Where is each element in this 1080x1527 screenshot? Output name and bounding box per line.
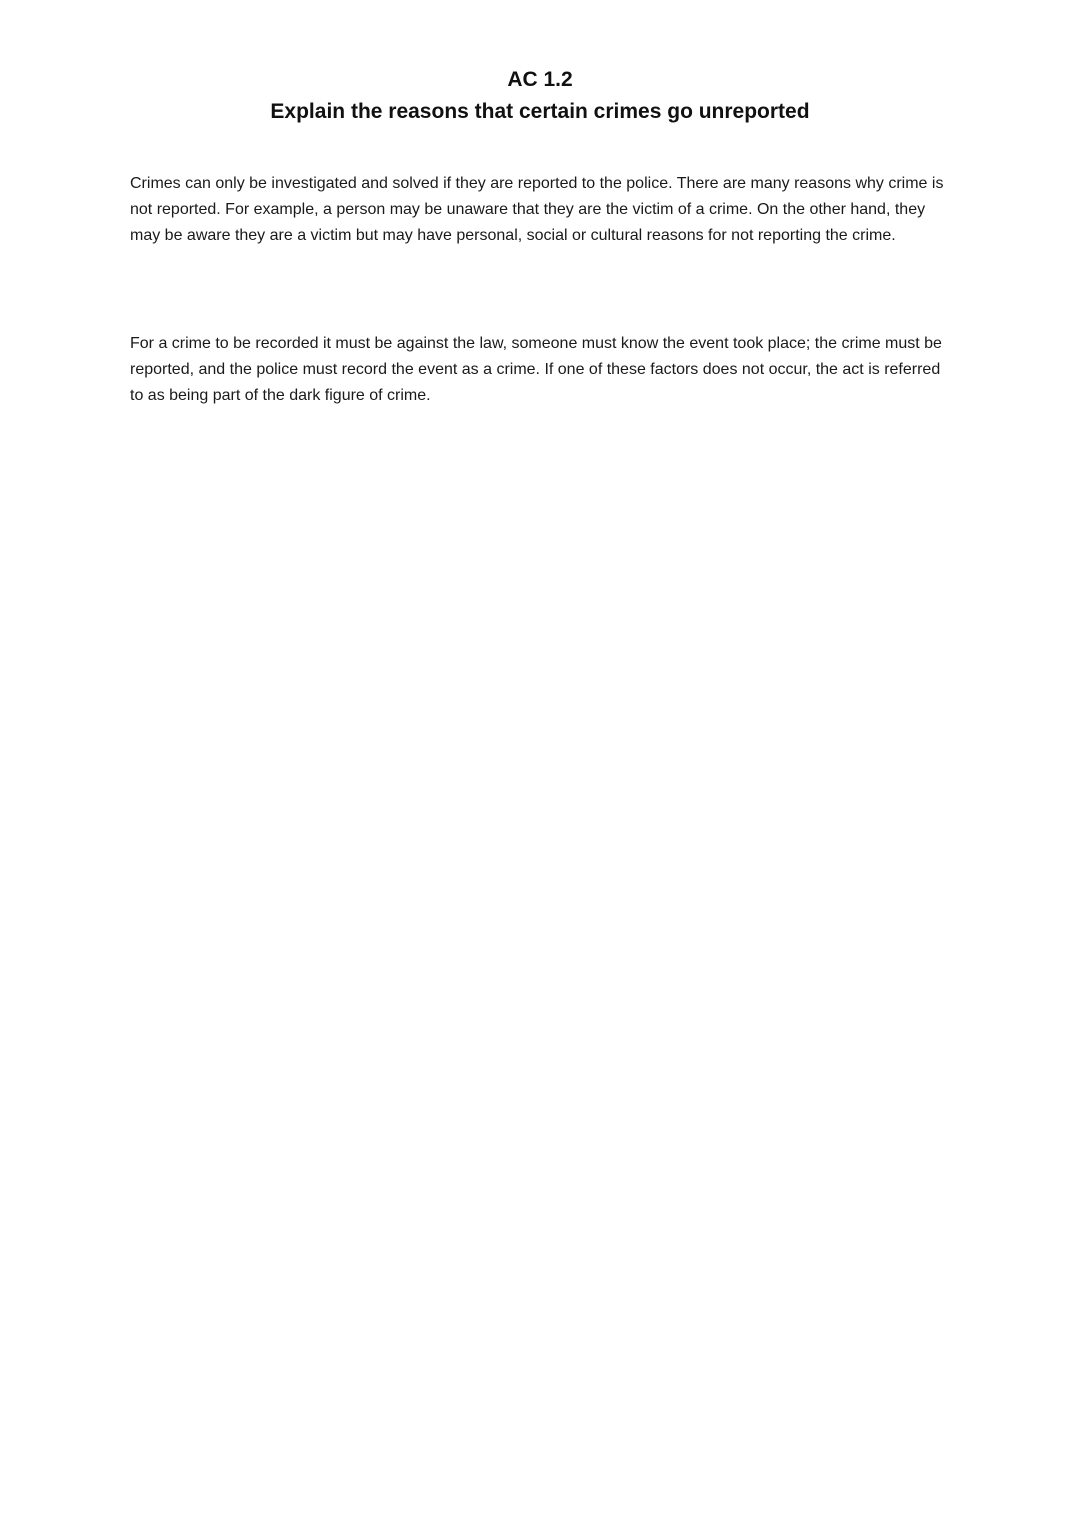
section-code: AC 1.2 (507, 68, 573, 91)
paragraph-unreported-reasons: Crimes can only be investigated and solved if they are reported to the police. There are many reasons why crime is not reported. For example, a person may be unaware that they are the victim of a crime. On the other hand, they may be aware they are a victim but may have personal, social or cultural reasons for not reporting the crime. (130, 175, 944, 244)
paragraph-dark-figure: For a crime to be recorded it must be against the law, someone must know the event took place; the crime must be reported, and the police must record the event as a crime. If one of these factors does not occur, the act is referred to as being part of the dark figure of crime. (130, 335, 942, 404)
page-title: Explain the reasons that certain crimes go unreported (270, 100, 810, 123)
